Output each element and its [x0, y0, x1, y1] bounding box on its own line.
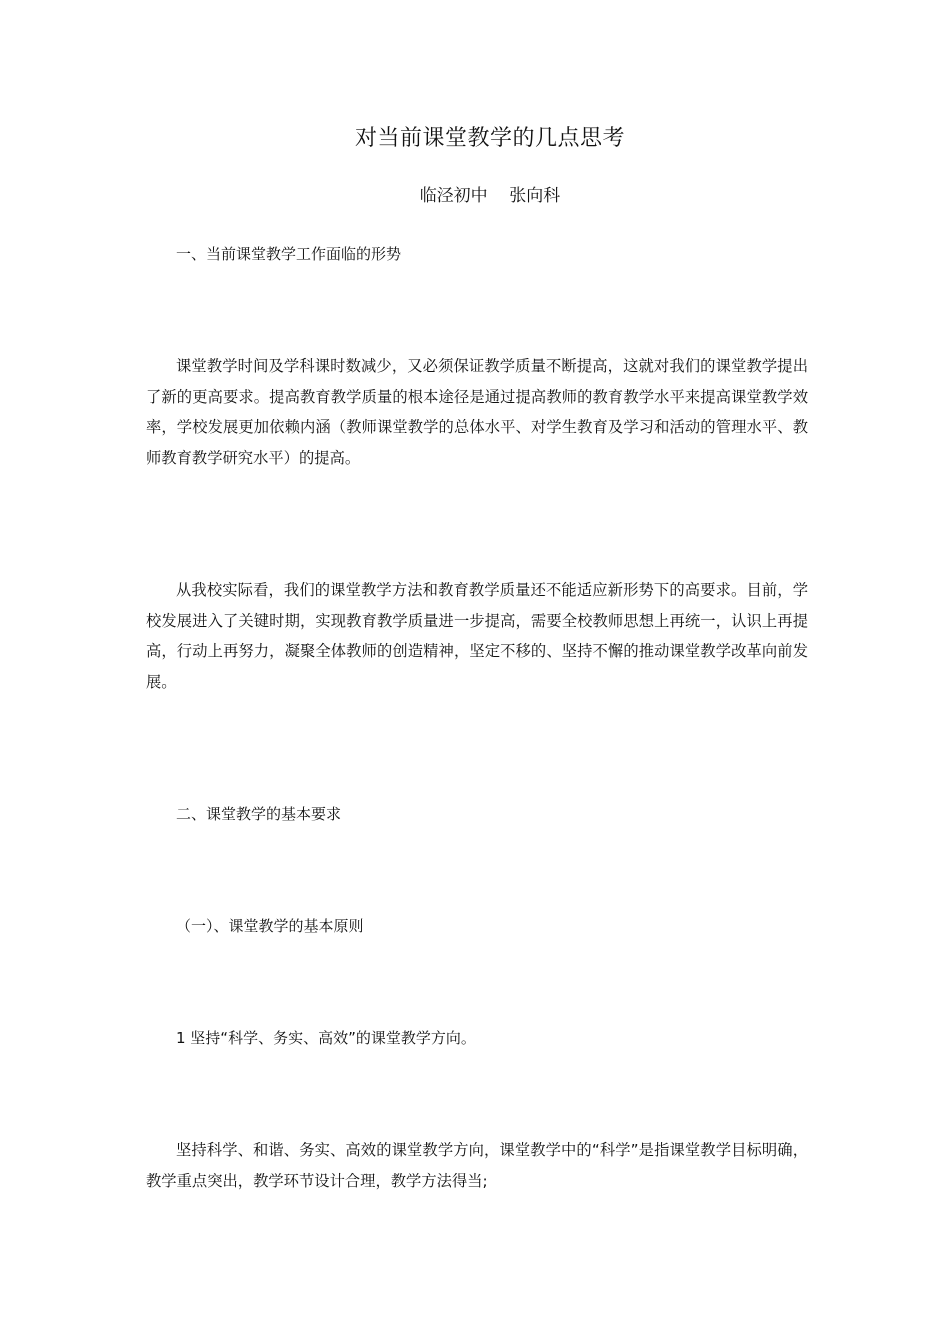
item-heading-1: 1 坚持“科学、务实、高效”的课堂教学方向。	[176, 1029, 476, 1047]
section-heading-2: 二、课堂教学的基本要求	[176, 805, 342, 823]
subsection-heading-1: （一）、课堂教学的基本原则	[176, 917, 364, 935]
paragraph-1: 课堂教学时间及学科课时数减少，又必须保证教学质量不断提高，这就对我们的课堂教学提出了新的更高要求。提高教育教学质量的根本途径是通过提高教师的教育教学水平来提高课堂教学效率，学校发展更加依赖内涵（教师课堂教学的总体水平、对学生教育及学习和活动的管理水平、教师教育教学研究水平）的提高。	[146, 357, 808, 467]
section-heading-1: 一、当前课堂教学工作面临的形势	[176, 245, 402, 263]
paragraph-2: 从我校实际看，我们的课堂教学方法和教育教学质量还不能适应新形势下的高要求。目前，学校发展进入了关键时期，实现教育教学质量进一步提高，需要全校教师思想上再统一，认识上再提高，行动上再努力，凝聚全体教师的创造精神，坚定不移的、坚持不懈的推动课堂教学改革向前发展。	[146, 581, 808, 691]
document-author: 临泾初中 张向科	[419, 186, 561, 206]
document-title: 对当前课堂教学的几点思考	[354, 126, 625, 151]
paragraph-3: 坚持科学、和谐、务实、高效的课堂教学方向，课堂教学中的“科学”是指课堂教学目标明确，教学重点突出，教学环节设计合理，教学方法得当;	[146, 1141, 808, 1190]
